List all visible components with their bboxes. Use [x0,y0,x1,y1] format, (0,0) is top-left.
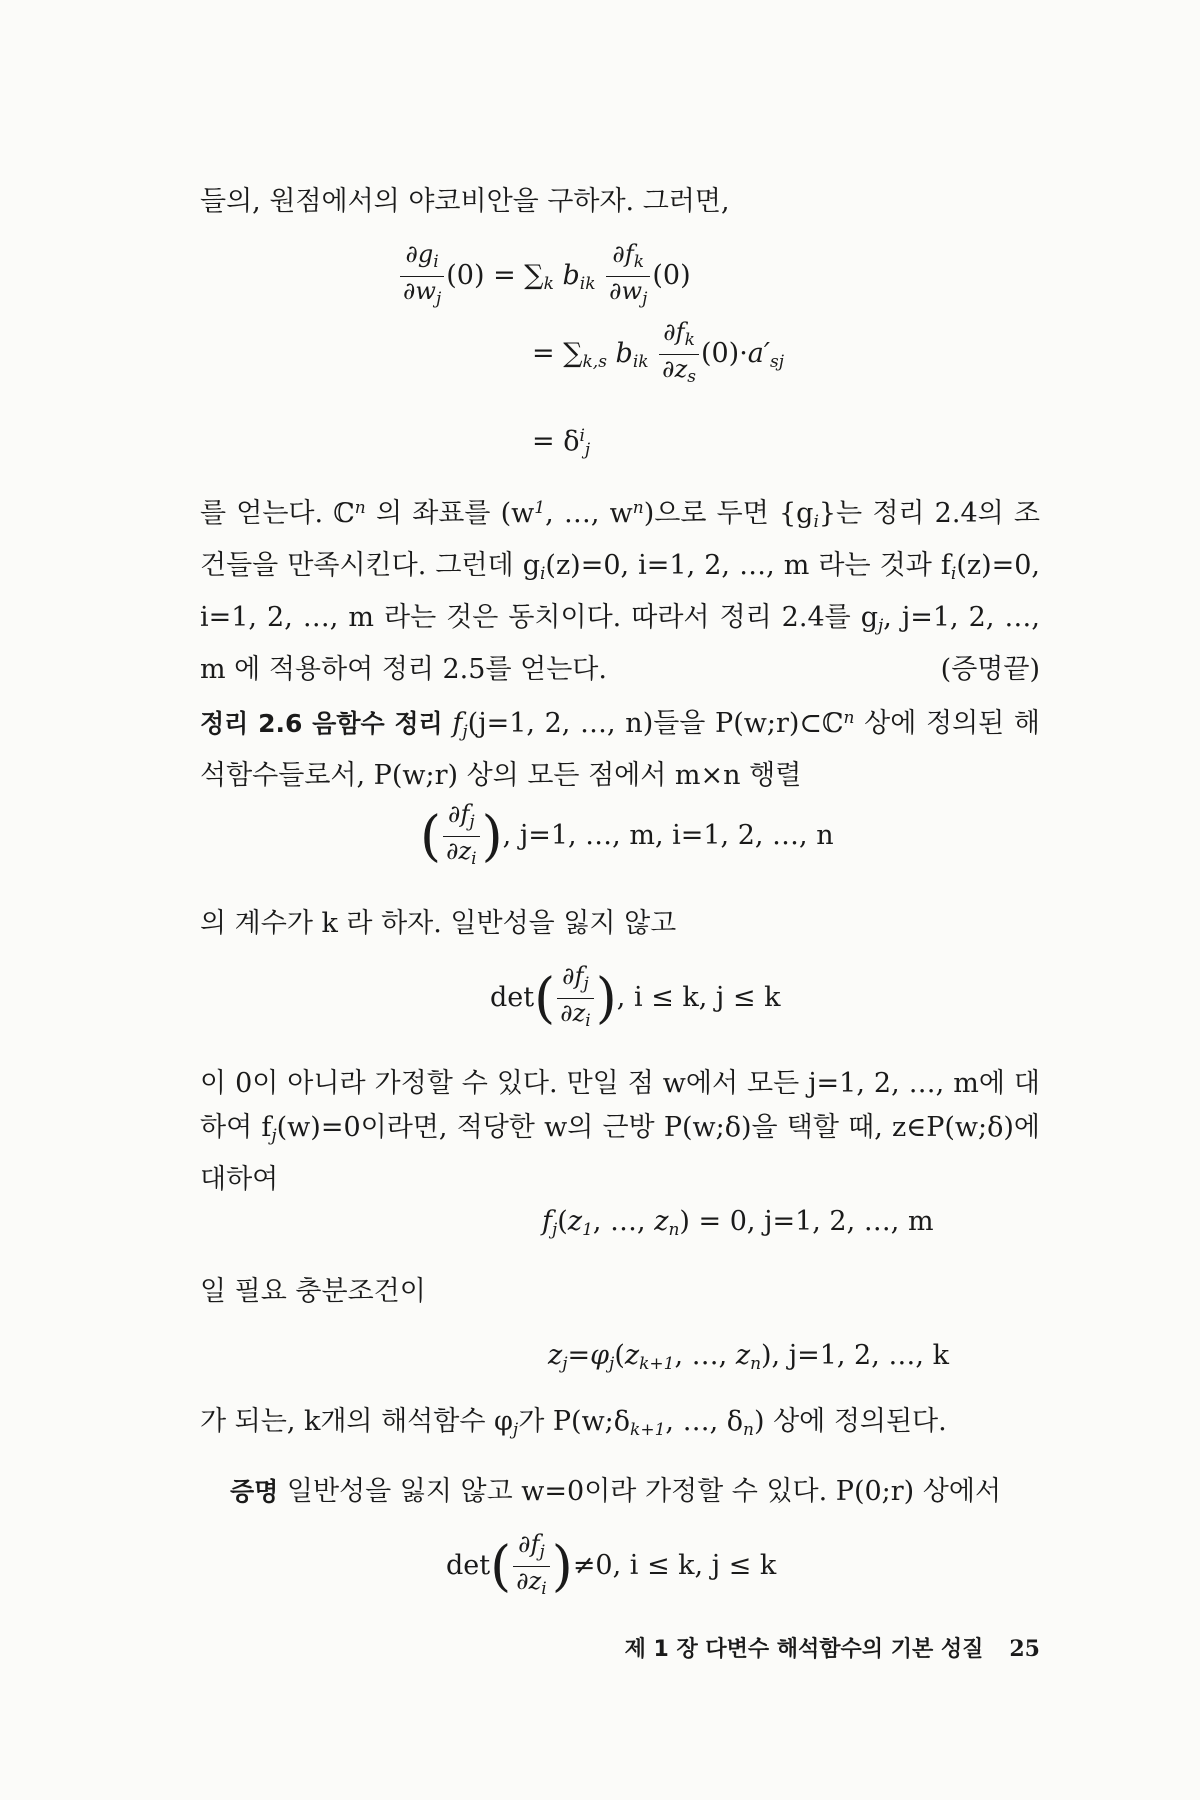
proof-heading: 증명 [230,1477,279,1506]
equation-line-1: $\frac{\partial g_i}{\partial w_j}$ $(0) = \sum_k$ $b_{ik}$ $\frac{\partial f_k}{\partial w_j}$ (0) [398,240,691,313]
equation-line-2: = $\sum_{k,s}$ $b_{ik}$ $\frac{\partial f_k}{\partial z_s}$ $(0)\cdot a'_{sj}$ [532,318,785,387]
equation-line-3: = $\delta^i_j$ [532,426,591,460]
theorem-heading: 정리 2.6 음함수 정리 [200,709,443,738]
qed-mark: (증명끝) [940,654,1040,685]
paragraph-rank: 의 계수가 k 라 하자. 일반성을 잃지 않고 [200,908,677,939]
paragraph-condition: 일 필요 충분조건이 [200,1276,426,1307]
chapter-title: 제 1 장 다변수 해석함수의 기본 성질 [624,1637,984,1662]
paragraph-intro: 들의, 원점에서의 야코비안을 구하자. 그러면, [200,186,730,217]
theorem-2-6: 정리 2.6 음함수 정리 $f_j(j=1$, 2, …, n)들을 P(w;r)⊂ℂ$^n$ 상에 정의된 해석함수들로서, P(w;r) 상의 모든 점에서 m×n 행렬 [200,708,1040,791]
proof-paragraph: 증명 일반성을 잃지 않고 w=0이라 가정할 수 있다. P(0;r) 상에서 [230,1476,1002,1507]
paragraph-conclusion: 를 얻는다. ℂ$^n$ 의 좌표를 ($w^1$, …, $w^n$)으로 두면 $\{g_i\}$는 정리 2.4의 조건들을 만족시킨다. 그런데 $g_i(z)=0$, i=1, 2, …, m 라는 것과 $f_i(z)=0$, i=1, 2, …, m 라는 것은 동치이다. 따라서 정리 2.4를 $g_j$, j=1, 2, …, m 에 적용하여 정리 2.5를 얻는다. (증명끝) [200,486,1040,692]
paragraph-result: 가 되는, k개의 해석함수 $\varphi_j$가 $P(w;\delta_{k+1}$, …, $\delta_n$) 상에 정의된다. [200,1406,947,1440]
page-number: 25 [1009,1636,1040,1662]
page: 들의, 원점에서의 야코비안을 구하자. 그러면, $\frac{\partial g_i}{\partial w_j}$ $(0) = \sum_k$ $b_{ik}$ $\frac{\partial f_k}{\partial w_j}$ (0) = $\sum_{k,s}$ $b_{ik}$ $\frac{\partial f_k}{\partial z_s}$ $(0)\cdot a'_{sj}$ = $\delta^i_j$ 를 얻는다. ℂ$^n$ 의 좌표를 ($w^1$, …, $w^n$)으로 두면 $\{g_i\}$는 정리 2.4의 조건들을 만족시킨다. 그런데 $g_i(z)=0$, i=1, 2, …, m 라는 것과 $f_i(z)=0$, i=1, 2, …, m 라는 것은 동치이다. 따라서 정리 2.4를 $g_j$, j=1, 2, …, m 에 적용하여 정리 2.5를 얻는다. (증명끝) 정리 2.6 음함수 정리 $f_j(j=1$, 2, …, n)들을 P(w;r)⊂ℂ$^n$ 상에 정의된 해석함수들로서, P(w;r) 상의 모든 점에서 m×n 행렬 ( $\frac{\partial f_j}{\partial z_i}$ ), j=1, …, m, i=1, 2, …, n 의 계수가 k 라 하자. 일반성을 잃지 않고 det( $\frac{\partial f_j}{\partial z_i}$ ), i ≤ k, j ≤ k 이 0이 아니라 가정할 수 있다. 만일 점 w에서 모든 j=1, 2, …, m에 대하여 $f_j(w)=0$이라면, 적당한 w의 근방 P(w;δ)을 택할 때, z∈P(w;δ)에 대하여 $f_j(z_1$, …, $z_n) = 0$, j=1, 2, …, m 일 필요 충분조건이 $z_j=\varphi_j(z_{k+1}$, …, $z_n$), j=1, 2, …, k 가 되는, k개의 해석함수 $\varphi_j$가 $P(w;\delta_{k+1}$, …, $\delta_n$) 상에 정의된다. 증명 일반성을 잃지 않고 w=0이라 가정할 수 있다. P(0;r) 상에서 det( $\frac{\partial f_j}{\partial z_i}$ )≠0, i ≤ k, j ≤ k 제 1 장 다변수 해석함수의 기본 성질 25 [0,0,1200,1800]
page-footer [200,1632,1040,1663]
paragraph-assume: 이 0이 아니라 가정할 수 있다. 만일 점 w에서 모든 j=1, 2, …, m에 대하여 $f_j(w)=0$이라면, 적당한 w의 근방 P(w;δ)을 택할 때, z∈P(w;δ)에 대하여 [200,1068,1040,1195]
